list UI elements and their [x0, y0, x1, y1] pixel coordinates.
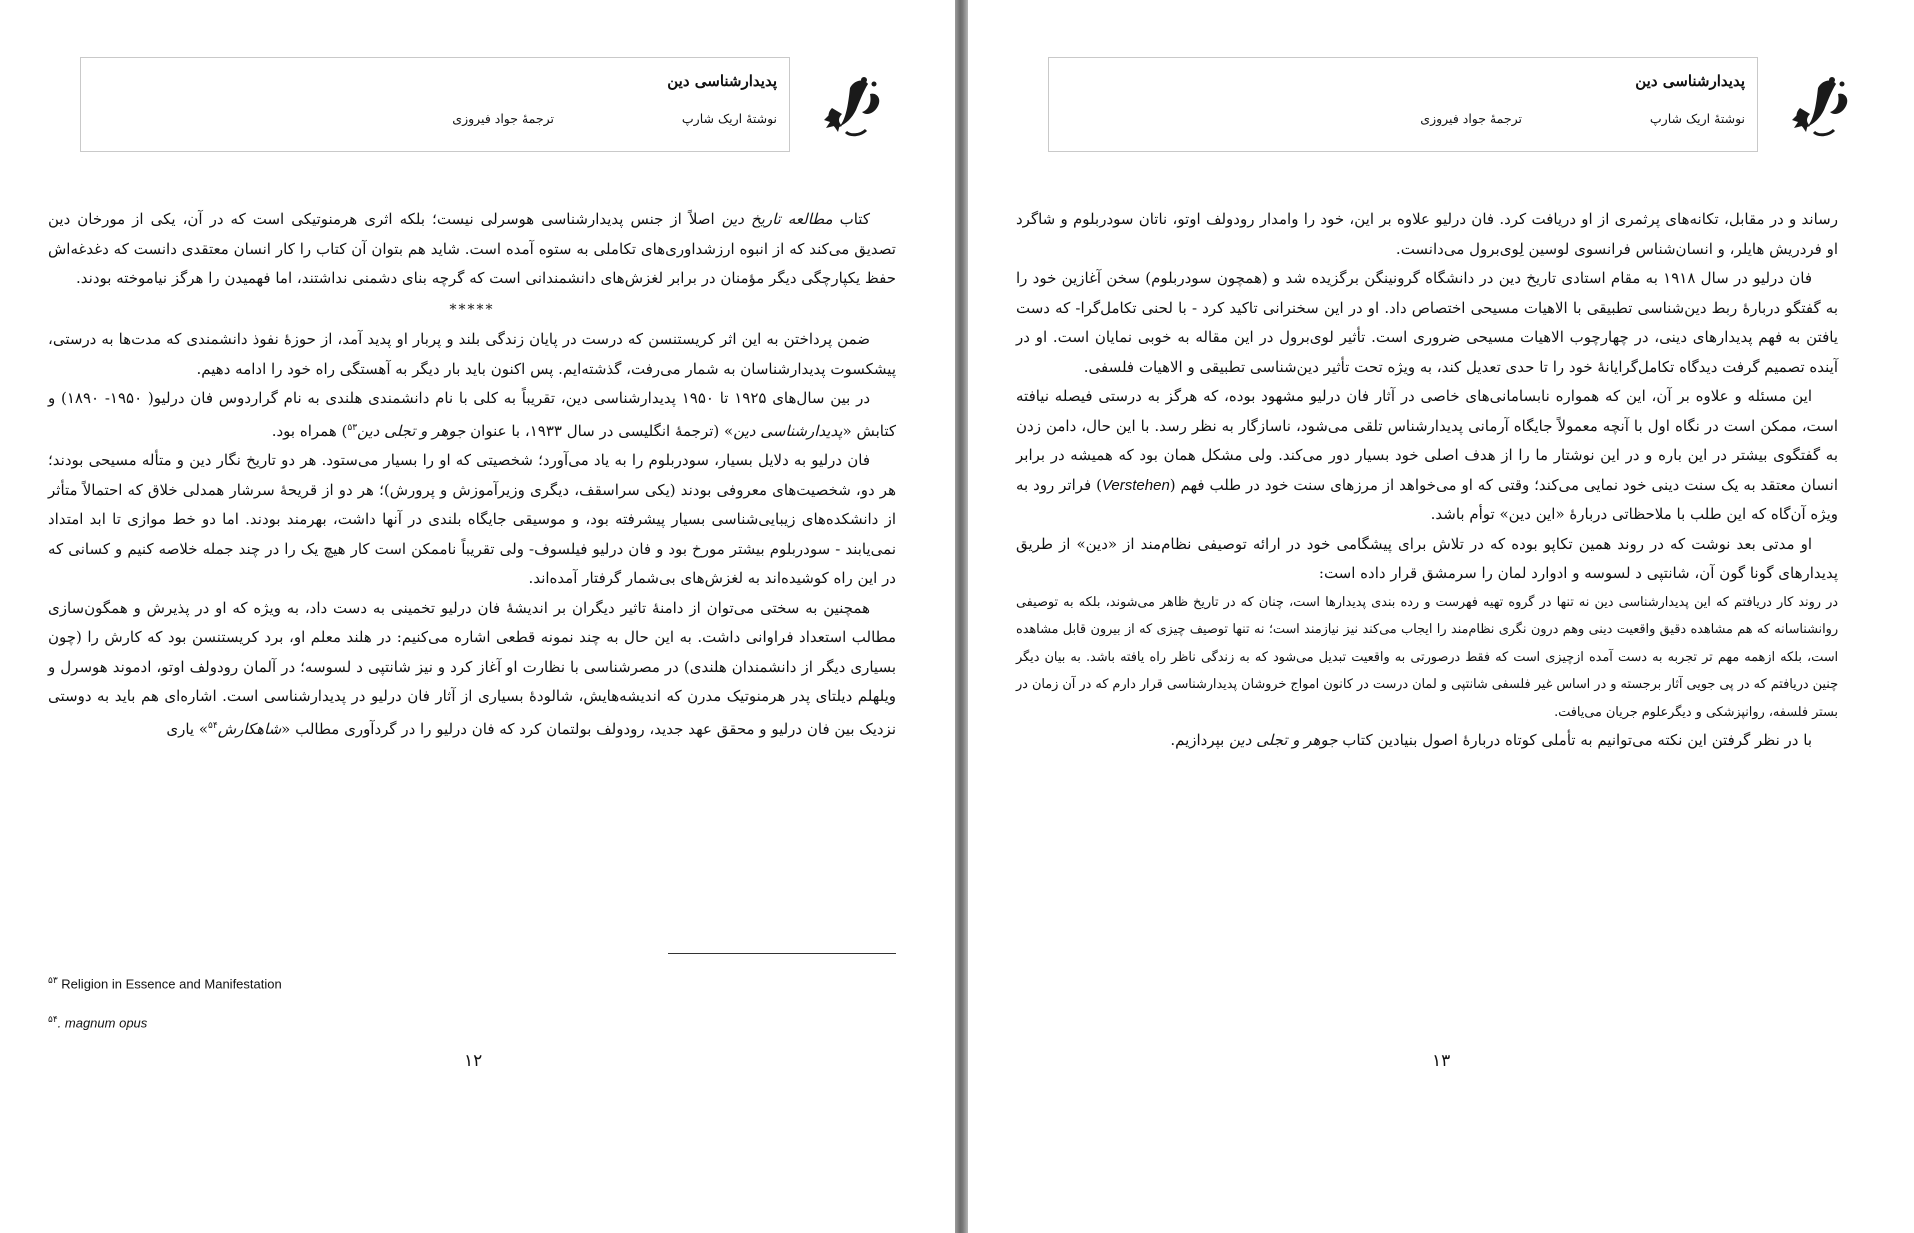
- text-run: بپردازیم.: [1170, 731, 1230, 749]
- text-run: ) همراه بود.: [271, 421, 348, 440]
- footnote-ref[interactable]: ۵۳: [347, 422, 358, 433]
- paragraph: [48, 594, 896, 745]
- paragraph: رساند و در مقابل، تکانه‌های پرثمری از او دریافت کرد. فان درلیو علاوه بر این، خود را وامدار رودولف اوتو، ناتان سودربلوم و شاگرد او فردریش هایلر، و انسان‌شناس فرانسوی لوسین لِوی‌برول می‌دانست.: [1016, 210, 1838, 258]
- header-translator: ترجمۀ جواد فیروزی: [1420, 111, 1522, 126]
- footnote: [48, 1014, 147, 1030]
- block-quote: در روند کار دریافتم که این پدیدارشناسی دین نه تنها در گروه تهیه فهرست و رده بندی پدیدارها است، چنان که در تاریخ ظاهر می‌شوند، بلکه به توصیفی روانشناسانه که هم مشاهده دقیق واقعیت دینی وهم درون نگری نظام‌مند را ایجاب می‌کند نیز نیازمند است؛ نه تنها توصیف چیزی که از بیرون قابل مشاهده است، بلکه ازهمه مهم تر تجربه به دست آمده ازچیزی است که فقط درصورتی به واقعیت تبدیل می‌شود که به زندگی ناظر راه یافته باشد. به بیان دیگر چنین دریافتم که در پی جویی آثار برجسته و در اساس غیر فلسفی شانتپی و لمان درست در کانون امواج خروشان پدیدارشناسی قرار دارم که در آن زمان در بستر فلسفه، روانپزشکی و دیگرعلوم جریان می‌یافت.: [1016, 594, 1838, 720]
- page-gutter: [955, 0, 968, 1233]
- left-page: [0, 0, 955, 1233]
- tarjoman-logo-icon: [1788, 70, 1858, 140]
- footnote-text: Religion in Essence and Manifestation: [61, 976, 282, 992]
- page-number: ۱۲: [464, 1051, 483, 1071]
- body-text: [1016, 205, 1838, 756]
- paragraph: فان درلیو به دلایل بسیار، سودربلوم را به یاد می‌آورد؛ شخصیتی که او را بسیار می‌ستود. هر دو تاریخ نگار دین و متأله مسیحی بودند؛ هر دو، شخصیت‌های معروفی بودند (یکی سراسقف، دیگری وزیرآموزش و پرورش)؛ هر دو از قریحۀ سرشار همدلی خلاق که احتمالاً متأثر از دانشکده‌های زیبایی‌شناسی بسیار پیشرفته بود، و موسیقی جایگاه بلندی در آنها داشت، بهرمند بودند. اما دو خط موازی تا ابد امتداد نمی‌یابند - سودربلوم بیشتر مورخ بود و فان درلیو فیلسوف- ولی تقریباً ناممکن است کار هیچ یک را در چند جمله خلاصه کنیم و کسانی که در این راه کوشیده‌اند به لغزش‌های بی‌شمار گرفتار آمده‌اند.: [48, 451, 896, 587]
- text-run: اصلاً از جنس پدیدارشناسی هوسرلی نیست؛ بلکه اثری هرمنوتیکی است که در آن، یکی از مورخان دین تصدیق می‌کند که از انبوه ارزشداوری‌های تکاملی به ستوه آمده است. شاید هم بتوان آن کتاب را کار انسان معتقدی دانست که دغدغه‌اش حفظ یکپارچگی دیگر مؤمنان در برابر لغزش‌های دانشمندانی است که گرچه بنای دشمنی نداشتند، اما فهمیدن را هرگز نیاموخته بودند.: [48, 210, 896, 287]
- section-break: *****: [449, 301, 495, 318]
- body-text: [48, 205, 896, 744]
- text-run: » یاری: [166, 719, 209, 738]
- paragraph: ضمن پرداختن به این اثر کریستنسن که درست در پایان زندگی بلند و پربار او پدید آمد، از حوزۀ نفوذ دانشمندی که مدت‌ها به درستی، پیشکسوت پدیدارشناسان به شمار می‌رفت، گذشته‌ایم. پس اکنون باید بار دیگر به آهستگی راه خود را ادامه دهیم.: [48, 330, 896, 378]
- footnote-ref[interactable]: ۵۴: [208, 720, 218, 731]
- paragraph: [1016, 382, 1838, 530]
- text-run: ) فراتر رود به ویژه آن‌گاه که این طلب با ملاحظاتی دربارۀ «این دین» توأم باشد.: [1016, 475, 1838, 523]
- page-header: [1048, 57, 1758, 152]
- paragraph: [1016, 726, 1838, 756]
- book-title: پدیدارشناسی دین: [733, 421, 843, 440]
- paragraph: [48, 384, 896, 446]
- paragraph: فان درلیو در سال ۱۹۱۸ به مقام استادی تاریخ دین در دانشگاه گرونینگن برگزیده شد و (همچون سودربلوم) سخن آغازین خود را به گفتگو دربارۀ ربط دین‌شناسی تطبیقی با الاهیات مسیحی اختصاص داد. او در این سخنرانی تاکید کرد - با لحنی تکامل‌گرا- که دست یافتن به فهم پدیدارهای دینی، در چهارچوب الاهیات مسیحی ضروری است. تأثیر لوی‌برول در این مقاله به خوبی نمایان است. او در آینده تصمیم گرفت دیدگاه تکامل‌گرایانۀ خود را تا حدی تعدیل کند، به ویژه تحت تأثیر دین‌شناسی تطبیقی و الاهیات فلسفی.: [1016, 269, 1838, 376]
- book-title: جوهر و تجلی دین: [357, 421, 466, 440]
- paragraph: او مدتی بعد نوشت که در روند همین تکاپو بوده که در تلاش برای پیشگامی خود در ارائه توصیفی نظام‌مند از «دین» از طریق پدیدارهای گونا گون آن، شانتپی د لسوسه و ادوارد لمان را سرمشق قرار داده است:: [1016, 534, 1838, 582]
- page-header: [80, 57, 790, 152]
- footnote-separator: [668, 953, 896, 954]
- text-run: کتاب: [832, 210, 870, 228]
- text-run: این مسئله و علاوه بر آن، این که همواره نابسامانی‌های خاصی در آثار فان درلیو مشهود بوده، که هرگز به درستی فیصله نیافته است، ممکن است در نگاه اول با آنچه معمولاً جایگاه آرمانی پدیدارشناس تلقی می‌شود، ناسازگار به نظر رسد. با این حال، دامن زدن به گفتگوی بیشتر در این باره و در این نوشتار ما را از هدف اصلی خود بسیار دور می‌کند. ولی مشکل همان بود که همیشه در برابر انسان معتقد به یک سنت دینی خود نمایی می‌کند؛ وقتی که او می‌خواهد از مرزهای سنت خود در طلب فهم (: [1016, 387, 1838, 494]
- tarjoman-logo-icon: [820, 70, 890, 140]
- paragraph: [48, 205, 896, 294]
- header-title: پدیدارشناسی دین: [667, 72, 777, 90]
- header-author: نوشتۀ اریک شارپ: [1649, 111, 1745, 126]
- footnote-text: . magnum opus: [57, 1015, 148, 1031]
- book-title: مطالعه تاریخ دین: [721, 210, 833, 228]
- right-page: [968, 0, 1914, 1233]
- text-run: با در نظر گرفتن این نکته می‌توانیم به تأملی کوتاه دربارۀ اصول بنیادین کتاب: [1337, 731, 1812, 749]
- footnote-mark: ۵۳: [48, 975, 58, 985]
- text-run: در بین سال‌های ۱۹۲۵ تا ۱۹۵۰ پدیدارشناسی دین، تقریباً به کلی با نام دانشمندی هلندی به نام گراردوس فان درلیو( ۱۹۵۰- ۱۸۹۰) و کتابش «: [48, 389, 896, 440]
- header-translator: ترجمۀ جواد فیروزی: [452, 111, 554, 126]
- header-title: پدیدارشناسی دین: [1635, 72, 1745, 90]
- page-number: ۱۳: [1432, 1051, 1451, 1071]
- header-author: نوشتۀ اریک شارپ: [681, 111, 777, 126]
- book-title: جوهر و تجلی دین: [1229, 731, 1338, 749]
- footnote: [48, 975, 282, 991]
- book-title: شاهکارش: [217, 719, 282, 738]
- text-run: » (ترجمۀ انگلیسی در سال ۱۹۳۳، با عنوان: [465, 421, 734, 440]
- latin-term: Verstehen: [1101, 476, 1170, 494]
- footnote-mark: ۵۴: [48, 1014, 58, 1024]
- text-run: همچنین به سختی می‌توان از دامنۀ تاثیر دیگران بر اندیشۀ فان درلیو تخمینی به دست داد، به ویژه که او در پذیرش و همگون‌سازی مطالب استعداد فراوانی داشت. به این حال به چند نمونه قطعی اشاره می‌کنیم: در هلند معلم او، برد کریستنسن بود که کارش را (چون بسیاری دیگر از دانشمندان هلندی) در مصرشناسی با نظارت او آغاز کرد و نیز شانتپی د لسوسه؛ در آلمان رودولف اوتو، ادموند هوسرل و ویلهلم دیلتای پدر هرمنوتیک مدرن که اندیشه‌هایش، شالودۀ بسیاری از آثار فان درلیو در پدیدارشناسی است. اشاره‌ای هم باید به دوستی نزدیک بین فان درلیو و محقق عهد جدید، رودولف بولتمان کرد که فان درلیو را در گردآوری مطالب «: [48, 598, 896, 738]
